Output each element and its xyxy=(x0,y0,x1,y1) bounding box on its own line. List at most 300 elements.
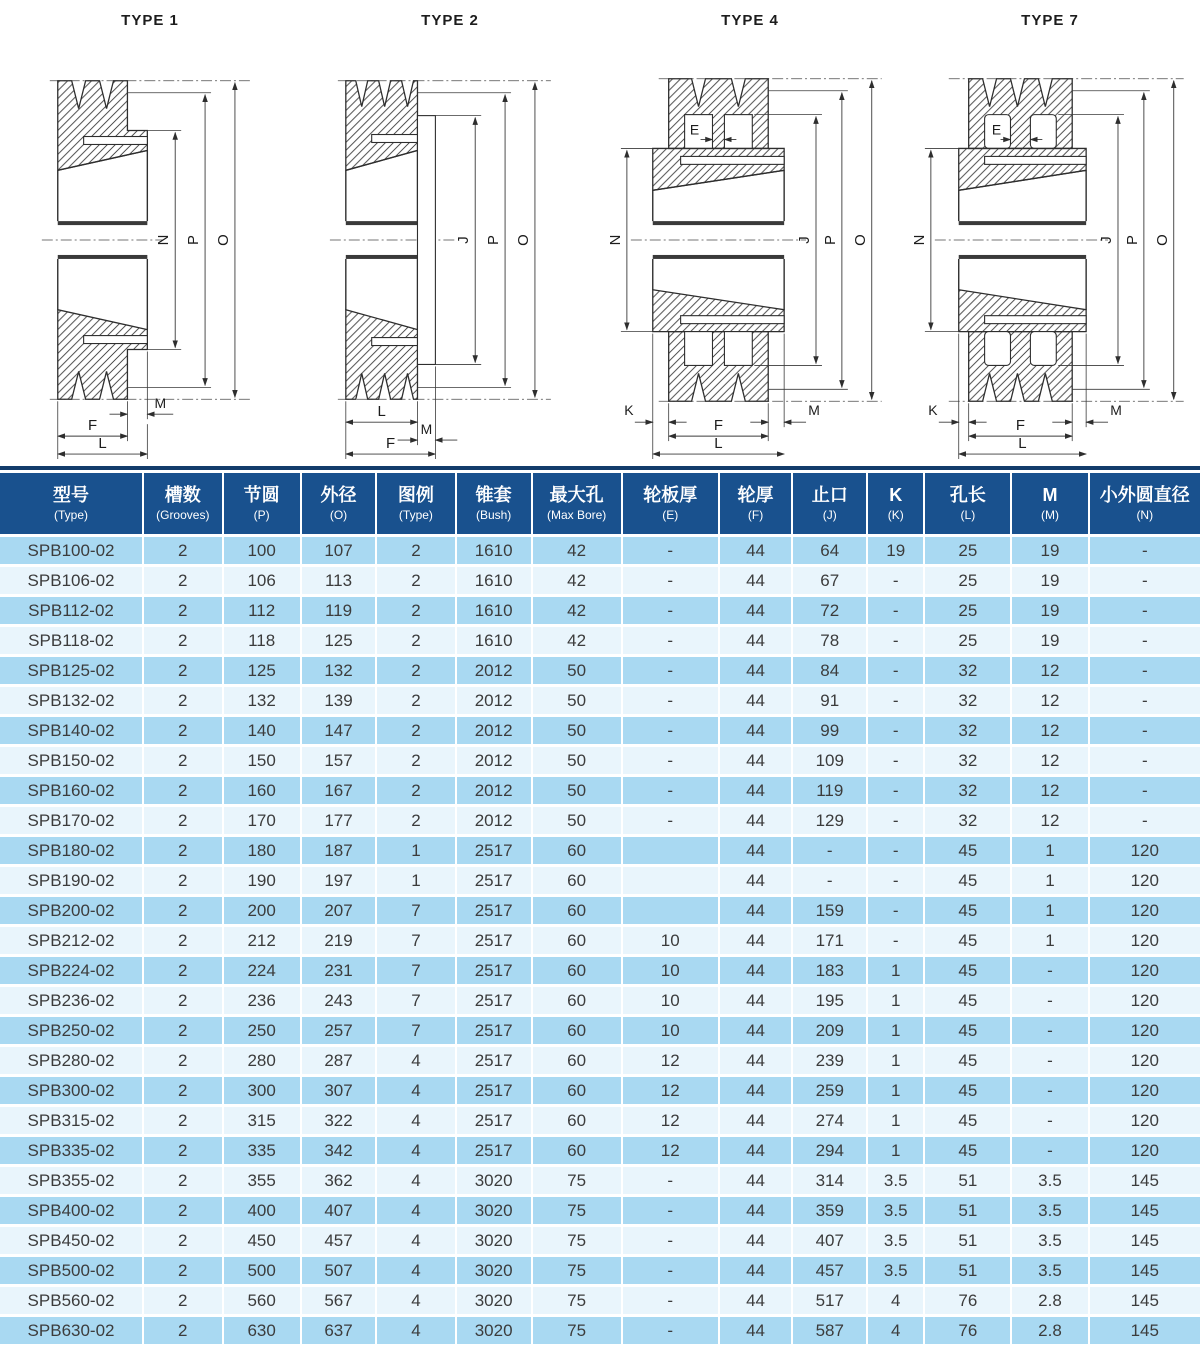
table-cell: 113 xyxy=(302,567,375,594)
table-cell: - xyxy=(623,1197,718,1224)
table-cell: 42 xyxy=(533,627,621,654)
table-cell: 3.5 xyxy=(1012,1227,1087,1254)
table-cell: SPB132-02 xyxy=(0,687,142,714)
table-cell: 2 xyxy=(144,567,221,594)
column-header-j xyxy=(793,473,866,534)
table-cell: 44 xyxy=(720,987,792,1014)
table-cell: 2.8 xyxy=(1012,1317,1087,1344)
table-cell: 107 xyxy=(302,537,375,564)
table-cell: 44 xyxy=(720,597,792,624)
table-cell: 1610 xyxy=(457,537,531,564)
table-cell: 45 xyxy=(925,927,1010,954)
column-header-zh: 小外圆直径 xyxy=(1099,485,1190,506)
table-cell: 4 xyxy=(377,1287,454,1314)
column-header-zh: 型号 xyxy=(53,485,90,506)
table-cell: 2 xyxy=(144,627,221,654)
table-cell: 120 xyxy=(1090,837,1200,864)
column-header-zh: 锥套 xyxy=(475,485,512,506)
table-cell: 44 xyxy=(720,1167,792,1194)
table-cell: 75 xyxy=(533,1287,621,1314)
table-cell: 4 xyxy=(377,1167,454,1194)
table-cell: 44 xyxy=(720,1317,792,1344)
dim-label-f: F xyxy=(713,417,723,435)
column-header-zh: K xyxy=(889,485,903,506)
table-cell: 219 xyxy=(302,927,375,954)
dim-label-o: O xyxy=(851,234,869,246)
table-cell: 1 xyxy=(868,1107,923,1134)
column-header-en: (Grooves) xyxy=(156,507,210,522)
table-cell: 100 xyxy=(224,537,300,564)
table-row xyxy=(0,1137,1200,1164)
table-cell: 407 xyxy=(793,1227,866,1254)
table-cell: 407 xyxy=(302,1197,375,1224)
table-cell: 67 xyxy=(793,567,866,594)
table-cell: 3020 xyxy=(457,1197,531,1224)
table-cell: 3020 xyxy=(457,1227,531,1254)
table-cell: 50 xyxy=(533,807,621,834)
table-cell: 4 xyxy=(377,1257,454,1284)
table-cell: 45 xyxy=(925,867,1010,894)
table-cell: 32 xyxy=(925,747,1010,774)
column-header-max-bore xyxy=(533,473,621,534)
table-cell: 12 xyxy=(1012,747,1087,774)
table-cell: 32 xyxy=(925,777,1010,804)
table-row xyxy=(0,867,1200,894)
table-cell: 44 xyxy=(720,1257,792,1284)
table-cell: 2 xyxy=(144,1047,221,1074)
table-cell: 45 xyxy=(925,897,1010,924)
table-cell: 170 xyxy=(224,807,300,834)
dim-label-j: J xyxy=(454,236,472,244)
table-cell: 224 xyxy=(224,957,300,984)
column-header-type xyxy=(0,473,142,534)
table-cell: 457 xyxy=(793,1257,866,1284)
table-cell: 60 xyxy=(533,1077,621,1104)
table-cell: 99 xyxy=(793,717,866,744)
table-cell: 2 xyxy=(377,717,454,744)
type-1-drawing xyxy=(6,31,295,461)
table-cell: 12 xyxy=(623,1077,718,1104)
table-cell: 84 xyxy=(793,657,866,684)
table-cell: 60 xyxy=(533,927,621,954)
table-row xyxy=(0,1047,1200,1074)
dim-label-p: P xyxy=(1123,235,1141,246)
table-cell: 2012 xyxy=(457,687,531,714)
table-cell: 1 xyxy=(868,987,923,1014)
table-cell: 2 xyxy=(144,1137,221,1164)
table-cell: 307 xyxy=(302,1077,375,1104)
table-row xyxy=(0,927,1200,954)
column-header-en: (E) xyxy=(662,507,679,522)
table-cell: 3.5 xyxy=(1012,1167,1087,1194)
table-cell: 250 xyxy=(224,1017,300,1044)
table-row xyxy=(0,747,1200,774)
table-cell: SPB100-02 xyxy=(0,537,142,564)
table-cell: 44 xyxy=(720,657,792,684)
table-cell: 12 xyxy=(1012,717,1087,744)
table-cell: 4 xyxy=(377,1197,454,1224)
table-cell: 450 xyxy=(224,1227,300,1254)
table-cell: 45 xyxy=(925,1137,1010,1164)
table-cell: 44 xyxy=(720,927,792,954)
table-cell: 2 xyxy=(144,1077,221,1104)
table-cell: - xyxy=(623,627,718,654)
table-cell: SPB236-02 xyxy=(0,987,142,1014)
table-cell: - xyxy=(868,597,923,624)
dim-label-n: N xyxy=(154,234,172,246)
type-7-drawing xyxy=(901,31,1200,461)
table-cell: - xyxy=(623,747,718,774)
table-cell: 7 xyxy=(377,957,454,984)
dim-label-j: J xyxy=(795,236,813,244)
table-cell: 25 xyxy=(925,537,1010,564)
table-cell: 120 xyxy=(1090,1047,1200,1074)
table-cell: 507 xyxy=(302,1257,375,1284)
table-cell: 42 xyxy=(533,567,621,594)
table-cell: 44 xyxy=(720,1107,792,1134)
table-cell: SPB630-02 xyxy=(0,1317,142,1344)
column-header-en: (O) xyxy=(329,507,348,522)
table-cell: 10 xyxy=(623,957,718,984)
table-cell: - xyxy=(868,717,923,744)
table-cell: 112 xyxy=(224,597,300,624)
table-cell: 2012 xyxy=(457,807,531,834)
table-cell: 91 xyxy=(793,687,866,714)
table-cell: - xyxy=(1090,717,1200,744)
table-cell: 50 xyxy=(533,687,621,714)
table-row xyxy=(0,777,1200,804)
table-cell: SPB180-02 xyxy=(0,837,142,864)
dim-label-m: M xyxy=(1109,402,1122,419)
table-cell: SPB500-02 xyxy=(0,1257,142,1284)
table-cell: 32 xyxy=(925,657,1010,684)
dim-label-n: N xyxy=(606,234,624,246)
table-cell: 45 xyxy=(925,837,1010,864)
table-cell: 120 xyxy=(1090,1017,1200,1044)
dim-label-o: O xyxy=(514,234,532,246)
table-cell: - xyxy=(793,867,866,894)
table-cell: 160 xyxy=(224,777,300,804)
table-cell: SPB280-02 xyxy=(0,1047,142,1074)
table-cell: SPB315-02 xyxy=(0,1107,142,1134)
table-cell: 109 xyxy=(793,747,866,774)
table-cell: 2 xyxy=(144,867,221,894)
table-cell: - xyxy=(623,1227,718,1254)
table-cell: - xyxy=(868,867,923,894)
table-cell: 60 xyxy=(533,1047,621,1074)
table-cell: 1 xyxy=(868,1017,923,1044)
table-cell: 42 xyxy=(533,597,621,624)
table-cell: 2517 xyxy=(457,1017,531,1044)
table-cell: 45 xyxy=(925,987,1010,1014)
table-cell: - xyxy=(623,1317,718,1344)
table-cell: 3020 xyxy=(457,1257,531,1284)
table-cell: 4 xyxy=(377,1227,454,1254)
table-cell: 567 xyxy=(302,1287,375,1314)
table-cell: 19 xyxy=(1012,627,1087,654)
table-cell: 200 xyxy=(224,897,300,924)
table-row xyxy=(0,1287,1200,1314)
table-cell: - xyxy=(793,837,866,864)
table-cell: 120 xyxy=(1090,957,1200,984)
diagram-title-4: TYPE 4 xyxy=(721,12,779,29)
table-cell: 78 xyxy=(793,627,866,654)
table-cell: 2517 xyxy=(457,1047,531,1074)
column-header-en: (N) xyxy=(1136,507,1154,522)
table-cell: 287 xyxy=(302,1047,375,1074)
table-cell: 3.5 xyxy=(868,1197,923,1224)
table-cell: 7 xyxy=(377,927,454,954)
table-cell: 3.5 xyxy=(1012,1257,1087,1284)
table-cell: 32 xyxy=(925,807,1010,834)
table-cell: 231 xyxy=(302,957,375,984)
table-cell: 2 xyxy=(377,807,454,834)
dim-label-e: E xyxy=(689,121,699,138)
table-cell: 60 xyxy=(533,1137,621,1164)
table-cell: 359 xyxy=(793,1197,866,1224)
table-cell: 50 xyxy=(533,717,621,744)
table-cell: 2 xyxy=(144,777,221,804)
table-cell: SPB112-02 xyxy=(0,597,142,624)
table-cell: 159 xyxy=(793,897,866,924)
diagram-title-7: TYPE 7 xyxy=(1021,12,1079,29)
table-cell: - xyxy=(623,657,718,684)
table-cell: 1610 xyxy=(457,627,531,654)
table-cell: 75 xyxy=(533,1167,621,1194)
table-cell: - xyxy=(1012,1107,1087,1134)
table-cell: 637 xyxy=(302,1317,375,1344)
table-cell: 2012 xyxy=(457,777,531,804)
table-cell: - xyxy=(1090,807,1200,834)
table-cell: - xyxy=(1090,567,1200,594)
table-cell: - xyxy=(623,537,718,564)
table-cell: 2 xyxy=(144,687,221,714)
table-cell: 120 xyxy=(1090,927,1200,954)
table-cell: SPB160-02 xyxy=(0,777,142,804)
table-cell: 2517 xyxy=(457,1107,531,1134)
table-cell: 197 xyxy=(302,867,375,894)
table-cell: 3.5 xyxy=(1012,1197,1087,1224)
column-header-zh: 轮厚 xyxy=(737,485,774,506)
table-row xyxy=(0,687,1200,714)
table-cell: 355 xyxy=(224,1167,300,1194)
table-cell: 19 xyxy=(1012,567,1087,594)
type-2-drawing xyxy=(306,31,595,461)
table-cell: 4 xyxy=(377,1317,454,1344)
table-cell: 2 xyxy=(377,657,454,684)
table-cell: 132 xyxy=(302,657,375,684)
table-cell: 2517 xyxy=(457,987,531,1014)
column-header-zh: 止口 xyxy=(811,485,848,506)
table-cell: 145 xyxy=(1090,1287,1200,1314)
table-cell: 1 xyxy=(377,837,454,864)
table-cell: 212 xyxy=(224,927,300,954)
table-cell: - xyxy=(1090,687,1200,714)
table-cell: 294 xyxy=(793,1137,866,1164)
table-cell: - xyxy=(868,807,923,834)
table-cell: 125 xyxy=(224,657,300,684)
table-cell: 167 xyxy=(302,777,375,804)
table-row xyxy=(0,567,1200,594)
table-row xyxy=(0,1107,1200,1134)
table-cell: 12 xyxy=(623,1137,718,1164)
table-cell: 145 xyxy=(1090,1227,1200,1254)
table-cell: SPB224-02 xyxy=(0,957,142,984)
table-cell: 2 xyxy=(144,1317,221,1344)
table-cell: 150 xyxy=(224,747,300,774)
table-cell: - xyxy=(1090,627,1200,654)
table-cell: - xyxy=(1090,537,1200,564)
dim-label-e: E xyxy=(991,121,1001,138)
table-row xyxy=(0,627,1200,654)
table-cell: 50 xyxy=(533,747,621,774)
table-cell: 177 xyxy=(302,807,375,834)
table-cell: 44 xyxy=(720,1017,792,1044)
table-cell: 19 xyxy=(868,537,923,564)
table-cell: 1 xyxy=(1012,837,1087,864)
table-cell: 2 xyxy=(144,807,221,834)
table-cell: 190 xyxy=(224,867,300,894)
column-header-en: (Bush) xyxy=(475,507,512,522)
table-cell: 51 xyxy=(925,1257,1010,1284)
column-header-en: (Max Bore) xyxy=(546,507,607,522)
table-cell: SPB212-02 xyxy=(0,927,142,954)
diagram-type-2 xyxy=(300,0,600,466)
table-cell: 44 xyxy=(720,537,792,564)
table-cell: SPB118-02 xyxy=(0,627,142,654)
table-cell: SPB190-02 xyxy=(0,867,142,894)
table-cell: 2517 xyxy=(457,897,531,924)
table-cell: 2 xyxy=(144,987,221,1014)
table-cell: 2517 xyxy=(457,867,531,894)
table-cell: 171 xyxy=(793,927,866,954)
table-cell: 10 xyxy=(623,987,718,1014)
table-row xyxy=(0,1077,1200,1104)
table-cell: 1 xyxy=(1012,897,1087,924)
table-cell: 44 xyxy=(720,1077,792,1104)
column-header-zh: M xyxy=(1042,485,1058,506)
table-cell: 72 xyxy=(793,597,866,624)
dim-label-o: O xyxy=(1153,234,1171,246)
table-cell: 45 xyxy=(925,957,1010,984)
diagram-type-1 xyxy=(0,0,300,466)
spec-table-head xyxy=(0,473,1200,534)
table-row xyxy=(0,1257,1200,1284)
table-cell: 75 xyxy=(533,1197,621,1224)
table-row xyxy=(0,537,1200,564)
table-cell: 274 xyxy=(793,1107,866,1134)
column-header-zh: 节圆 xyxy=(243,485,280,506)
table-cell: SPB300-02 xyxy=(0,1077,142,1104)
table-cell: 145 xyxy=(1090,1317,1200,1344)
table-cell: 587 xyxy=(793,1317,866,1344)
table-cell: 25 xyxy=(925,597,1010,624)
table-cell: 12 xyxy=(1012,657,1087,684)
table-cell: 2 xyxy=(144,837,221,864)
table-cell: 119 xyxy=(793,777,866,804)
table-cell: 400 xyxy=(224,1197,300,1224)
table-cell: 60 xyxy=(533,957,621,984)
table-cell: - xyxy=(1090,657,1200,684)
spec-table xyxy=(0,466,1200,1347)
table-cell: 207 xyxy=(302,897,375,924)
table-cell: 64 xyxy=(793,537,866,564)
pulley-type-diagrams xyxy=(0,0,1200,466)
table-cell: - xyxy=(1090,777,1200,804)
column-header-en: (J) xyxy=(822,507,837,522)
table-row xyxy=(0,897,1200,924)
table-cell: - xyxy=(868,837,923,864)
table-cell: 362 xyxy=(302,1167,375,1194)
table-cell: 2 xyxy=(377,747,454,774)
table-cell: 120 xyxy=(1090,1137,1200,1164)
table-cell: - xyxy=(1012,1017,1087,1044)
table-cell: 44 xyxy=(720,957,792,984)
table-cell: - xyxy=(868,897,923,924)
dim-label-l: L xyxy=(713,435,723,453)
table-cell: 145 xyxy=(1090,1257,1200,1284)
table-cell: 2 xyxy=(377,537,454,564)
table-cell: 119 xyxy=(302,597,375,624)
table-cell: 1 xyxy=(868,1137,923,1164)
table-row xyxy=(0,657,1200,684)
table-cell xyxy=(623,837,718,864)
table-cell: 187 xyxy=(302,837,375,864)
table-row xyxy=(0,807,1200,834)
table-row xyxy=(0,957,1200,984)
table-cell: 32 xyxy=(925,717,1010,744)
table-cell: - xyxy=(623,1257,718,1284)
dim-label-m: M xyxy=(154,395,166,412)
table-cell: 75 xyxy=(533,1317,621,1344)
table-cell: 60 xyxy=(533,897,621,924)
table-cell: 44 xyxy=(720,1227,792,1254)
table-cell: 140 xyxy=(224,717,300,744)
table-cell: 10 xyxy=(623,1017,718,1044)
table-cell: 2 xyxy=(144,717,221,744)
table-cell: 147 xyxy=(302,717,375,744)
column-header-m xyxy=(1012,473,1087,534)
table-cell: 157 xyxy=(302,747,375,774)
table-cell: - xyxy=(623,1167,718,1194)
table-cell: 2 xyxy=(144,537,221,564)
table-cell: SPB106-02 xyxy=(0,567,142,594)
table-cell: - xyxy=(868,567,923,594)
table-cell: 2 xyxy=(144,957,221,984)
column-header-en: (L) xyxy=(960,507,976,522)
table-cell: 120 xyxy=(1090,897,1200,924)
pulley-cross-section xyxy=(935,79,1184,401)
table-cell: 12 xyxy=(623,1047,718,1074)
dim-label-k: K xyxy=(927,402,938,419)
table-cell xyxy=(623,867,718,894)
table-cell: 118 xyxy=(224,627,300,654)
table-cell: 2 xyxy=(144,1197,221,1224)
diagram-type-7 xyxy=(900,0,1200,466)
type-4-drawing xyxy=(601,31,900,461)
table-row xyxy=(0,1317,1200,1344)
table-cell: SPB400-02 xyxy=(0,1197,142,1224)
table-cell: 239 xyxy=(793,1047,866,1074)
column-header-zh: 最大孔 xyxy=(549,485,604,506)
table-cell: 2 xyxy=(144,747,221,774)
table-cell: 145 xyxy=(1090,1197,1200,1224)
table-cell: - xyxy=(1090,747,1200,774)
table-cell: 3.5 xyxy=(868,1167,923,1194)
dim-label-m: M xyxy=(807,402,820,419)
dim-label-p: P xyxy=(484,235,502,246)
table-cell: SPB250-02 xyxy=(0,1017,142,1044)
